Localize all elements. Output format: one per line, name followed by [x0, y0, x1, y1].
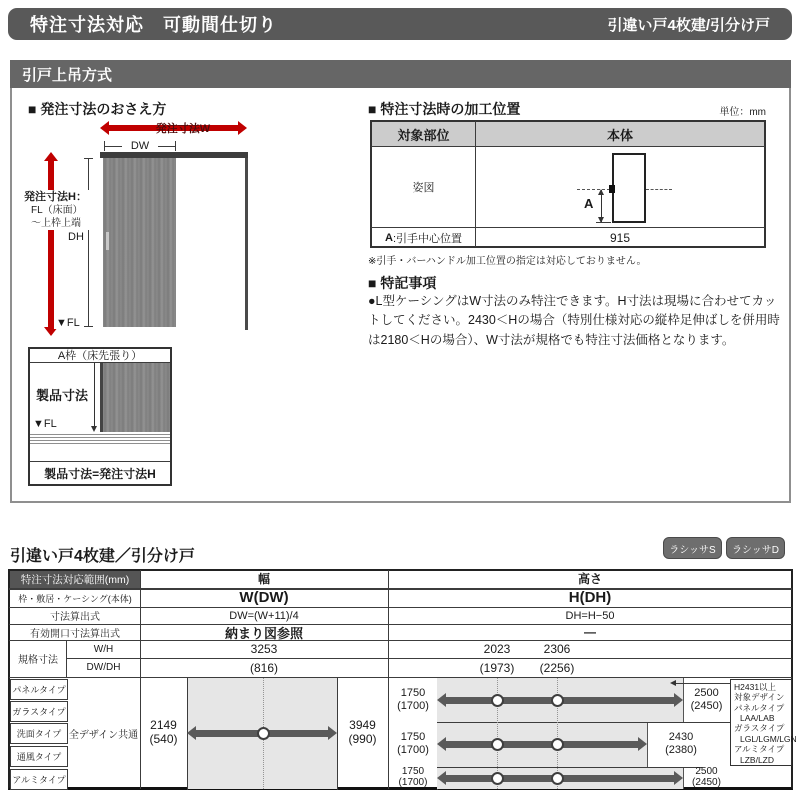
frame-door-panel	[103, 363, 170, 432]
band3-max-value: 2500	[695, 765, 718, 777]
callout-line: 対象デザイン	[734, 692, 785, 703]
width-range-marker	[257, 727, 270, 740]
a-row-rest: :引手中心位置	[392, 232, 462, 245]
type-cell-glass: ガラスタイプ	[10, 701, 68, 722]
band2-max-sub: (2380)	[665, 744, 697, 756]
callout-leader-line	[676, 683, 730, 684]
wh-w-value: 3253	[250, 642, 278, 656]
section-header	[10, 60, 791, 88]
callout-leader-arrowhead	[670, 680, 676, 686]
range-header-cell: 特注寸法対応範囲(mm)	[10, 571, 140, 588]
width-min-sub: (540)	[149, 732, 178, 746]
remarks-bullet: ●L型ケーシングはW寸法のみ特注できます。H寸法は現場に合わせてカットしてください。2430＜Hの場合（特別仕様対応の縦枠足伸ばしを併用時は2180＜Hの場合）、W寸法が規格でも特注寸法価格となります。	[368, 294, 780, 347]
door-outline	[612, 153, 646, 223]
height-label-line3: ～上枠上端	[31, 218, 81, 230]
type-cell-washroom: 洗面タイプ	[10, 723, 68, 744]
callout-line: LZB/LZD	[740, 754, 775, 765]
formula-h-cell: DH=H−50	[565, 609, 615, 622]
frame-row-label: 枠・敷居・ケーシング(本体)	[18, 594, 132, 604]
formula-w-cell: DW=(W+11)/4	[229, 609, 299, 622]
width-min-value: 2149	[150, 718, 177, 733]
product-dim-arrow	[94, 363, 95, 427]
callout-line: LAA/LAB	[740, 713, 775, 724]
callout-line: アルミタイプ	[734, 744, 785, 755]
a-row-label	[372, 228, 475, 247]
frame-footer-line	[30, 461, 170, 462]
dwdh-w-value: (816)	[249, 660, 278, 675]
position-table-title: ■ 特注寸法時の加工位置	[368, 101, 521, 117]
width-range-max	[337, 716, 388, 750]
fl-label-lower: ▼FL	[33, 418, 57, 430]
opening-row-label: 有効開口寸法算出式	[30, 628, 120, 640]
wdw-cell: W(DW)	[239, 589, 289, 606]
page-title-bar	[8, 8, 792, 40]
a-value: 915	[609, 230, 631, 245]
remarks-title: ■ 特記事項	[368, 275, 437, 291]
dwdh-h-value-1: (1973)	[479, 660, 515, 675]
height-band3-min	[389, 765, 437, 789]
band-edge	[647, 722, 648, 767]
callout-box	[730, 679, 797, 766]
unit-label: 単位：mm	[719, 107, 766, 118]
type-cell-vent: 通風タイプ	[10, 746, 68, 767]
tab-lasissa-d[interactable]: ラシッサD	[726, 537, 785, 559]
dw-tick	[175, 141, 176, 151]
band1-min-value: 1750	[400, 687, 426, 700]
height-label-line2: FL（床面）	[31, 205, 83, 217]
dh-dimension-line	[88, 158, 89, 327]
handle-centerline	[577, 189, 610, 190]
callout-line: LGL/LGM/LGN	[740, 733, 797, 744]
wh-row-label: W/H	[93, 643, 114, 655]
callout-line: パネルタイプ	[734, 702, 785, 713]
band3-max-sub: (2450)	[692, 777, 721, 788]
height-header-cell: 高さ	[577, 572, 602, 586]
product-dim-label: 製品寸法	[36, 388, 89, 403]
bottom-title: 引違い戸4枚建／引分け戸	[10, 548, 195, 565]
width-arrow-label: 発注寸法W	[155, 123, 211, 135]
height-label-line1: 発注寸法H：	[24, 191, 87, 203]
type-cell-panel: パネルタイプ	[10, 679, 68, 700]
callout-line: H2431以上	[734, 682, 777, 692]
all-design-cell: 全デザイン共通	[68, 729, 139, 741]
a-dim-arrowhead	[598, 189, 604, 195]
col-part-header: 対象部位	[397, 127, 450, 143]
band-separator	[437, 767, 702, 768]
floor-hatch	[30, 432, 170, 446]
height-band2-min	[389, 730, 437, 758]
width-max-value: 3949	[349, 718, 376, 733]
order-diagram-title: ■ 発注寸法のおさえ方	[28, 101, 167, 117]
a-dim-tick	[596, 222, 611, 223]
height-band3-marker	[491, 772, 504, 785]
type-cell-alumi: アルミタイプ	[10, 769, 68, 790]
height-band3-marker	[551, 772, 564, 785]
band2-min-sub: (1700)	[397, 744, 429, 756]
handle-mark	[609, 185, 615, 193]
wh-h-value-2: 2306	[543, 642, 571, 656]
height-band1-min	[389, 686, 437, 714]
opening-h-cell: ―	[584, 625, 596, 639]
frame-diagram-header: A枠（床先張り）	[57, 350, 143, 362]
figure-row-label: 姿図	[412, 182, 435, 194]
standard-row-label: 規格寸法	[18, 655, 58, 666]
handle-note: ※引手・バーハンドル加工位置の指定は対応しておりません。	[368, 256, 647, 267]
frame-diagram-footer: 製品寸法=発注寸法H	[44, 466, 156, 481]
width-max-sub: (990)	[348, 732, 377, 746]
height-band1-marker	[551, 694, 564, 707]
fl-label: ▼FL	[56, 317, 80, 329]
door-panel	[103, 158, 176, 327]
a-dim-label: A	[584, 196, 594, 211]
height-band2-arrow	[446, 741, 638, 748]
height-band1-marker	[491, 694, 504, 707]
width-range-min	[140, 716, 187, 750]
band2-max-value: 2430	[668, 731, 694, 744]
band1-max-sub: (2450)	[690, 700, 723, 712]
opening-w-cell: 納まり図参照	[224, 625, 303, 641]
band-separator	[437, 722, 730, 723]
section-header-label: 引戸上吊方式	[22, 66, 113, 84]
band1-max-value: 2500	[694, 687, 719, 700]
hdh-cell: H(DH)	[568, 589, 612, 606]
tab-lasissa-s[interactable]: ラシッサS	[663, 537, 722, 559]
page-subtitle: 引違い戸4枚建/引分け戸	[607, 16, 770, 34]
height-band1-max	[683, 686, 730, 714]
page-title: 特注寸法対応 可動間仕切り	[30, 15, 277, 35]
height-label	[24, 190, 98, 230]
callout-line: ガラスタイプ	[734, 723, 785, 734]
dwdh-row-label: DW/DH	[86, 662, 121, 673]
a-row-prefix: A	[384, 231, 393, 244]
dwdh-h-value-2: (2256)	[539, 660, 575, 675]
wh-h-value-1: 2023	[483, 642, 511, 656]
height-band2-marker	[551, 738, 564, 751]
col-body-header: 本体	[606, 127, 633, 143]
dw-tick	[104, 141, 105, 151]
dh-tick	[84, 326, 93, 327]
band2-min-value: 1750	[400, 731, 426, 744]
handle-centerline	[646, 189, 672, 190]
band3-min-value: 1750	[401, 765, 425, 777]
band3-min-sub: (1700)	[398, 777, 428, 788]
dh-label: DH	[68, 231, 84, 243]
width-header-cell: 幅	[257, 572, 270, 586]
height-band3-max	[683, 765, 730, 789]
formula-row-label: 寸法算出式	[50, 612, 100, 623]
dw-label: DW	[122, 139, 158, 153]
height-band2-marker	[491, 738, 504, 751]
dh-tick	[84, 158, 93, 159]
door-handle-slot	[106, 232, 109, 250]
right-frame	[245, 158, 248, 330]
height-arrow	[48, 161, 54, 327]
height-band2-max	[649, 730, 713, 758]
band1-min-sub: (1700)	[397, 700, 429, 712]
